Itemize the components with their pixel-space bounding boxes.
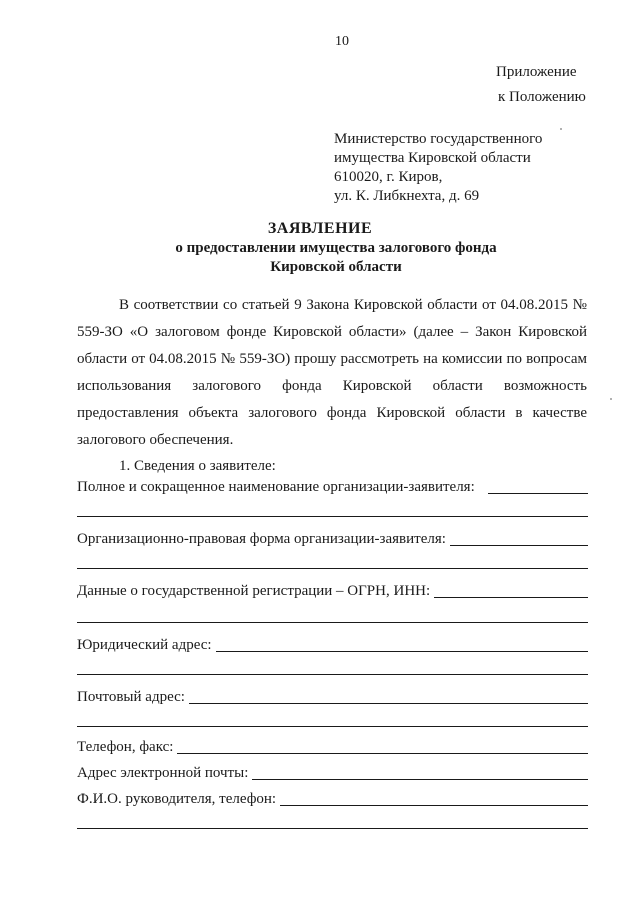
field-full-name-input[interactable] <box>488 479 588 494</box>
field-registration-label: Данные о государственной регистрации – ОГРН, ИНН: <box>77 583 431 599</box>
recipient-line-1: Министерство государственного <box>334 131 543 147</box>
field-director-input[interactable] <box>280 791 588 806</box>
recipient-line-3: 610020, г. Киров, <box>334 169 443 185</box>
field-full-name <box>77 478 588 496</box>
recipient-line-2: имущества Кировской области <box>334 150 531 166</box>
field-postal-address-continuation[interactable] <box>77 726 588 727</box>
scan-speck <box>610 398 612 400</box>
appendix-reference: к Положению <box>498 89 586 105</box>
scan-speck <box>560 128 562 130</box>
field-full-name-label: Полное и сокращенное наименование организации-заявителя: <box>77 479 475 495</box>
field-full-name-continuation[interactable] <box>77 516 588 517</box>
field-legal-address-label: Юридический адрес: <box>77 637 212 653</box>
field-phone-fax-label: Телефон, факс: <box>77 739 174 755</box>
field-director <box>77 790 588 808</box>
field-legal-form-input[interactable] <box>450 531 588 546</box>
field-postal-address-label: Почтовый адрес: <box>77 689 185 705</box>
field-phone-fax-input[interactable] <box>177 739 588 754</box>
field-legal-address-continuation[interactable] <box>77 674 588 675</box>
field-email-input[interactable] <box>252 765 588 780</box>
field-legal-form-label: Организационно-правовая форма организации-заявителя: <box>77 531 446 547</box>
section-heading-applicant: 1. Сведения о заявителе: <box>119 458 276 474</box>
document-title: ЗАЯВЛЕНИЕ <box>267 220 373 237</box>
field-email-label: Адрес электронной почты: <box>77 765 249 781</box>
document-subtitle-line-1: о предоставлении имущества залогового фонда <box>175 240 497 256</box>
body-paragraph: В соответствии со статьей 9 Закона Кировской области от 04.08.2015 № 559-ЗО «О залоговом фонде Кировской области» (далее – Закон Кировской области от 04.08.2015 № 559-ЗО) прошу рассмотреть на комиссии по вопросам использования залогового фонда Кировской области возможность предоставления объекта залогового фонда Кировской области в качестве залогового обеспечения. <box>77 297 587 448</box>
field-registration <box>77 582 588 600</box>
field-postal-address <box>77 688 588 706</box>
recipient-line-4: ул. К. Либкнехта, д. 69 <box>334 188 480 204</box>
field-legal-form-continuation[interactable] <box>77 568 588 569</box>
field-director-label: Ф.И.О. руководителя, телефон: <box>77 791 277 807</box>
field-legal-address <box>77 636 588 654</box>
field-email <box>77 764 588 782</box>
document-subtitle-line-2: Кировской области <box>270 259 402 275</box>
field-legal-form <box>77 530 588 548</box>
field-phone-fax <box>77 738 588 756</box>
field-legal-address-input[interactable] <box>216 637 588 652</box>
field-registration-continuation[interactable] <box>77 622 588 623</box>
field-director-continuation[interactable] <box>77 828 588 829</box>
page-number: 10 <box>335 34 349 49</box>
field-registration-input[interactable] <box>434 583 588 598</box>
appendix-label: Приложение <box>496 64 577 80</box>
field-postal-address-input[interactable] <box>189 689 588 704</box>
